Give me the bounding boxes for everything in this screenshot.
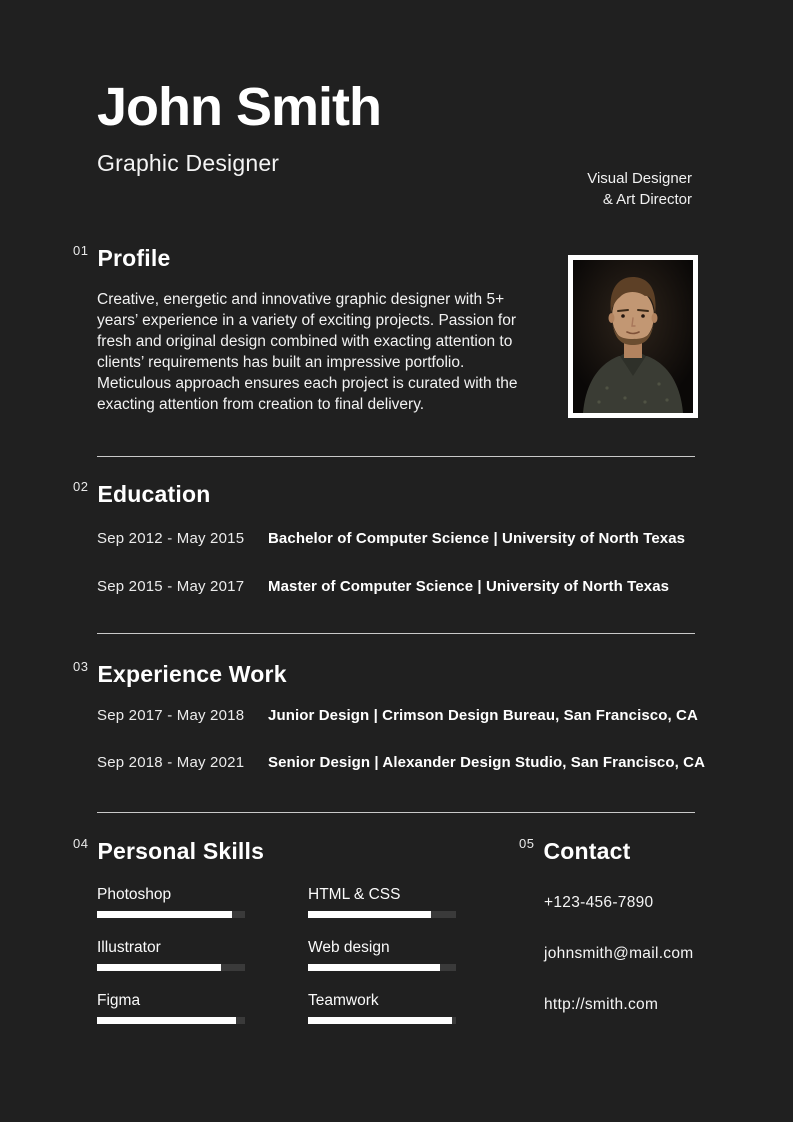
experience-dates: Sep 2018 - May 2021 bbox=[97, 754, 245, 771]
skill-bar-fill bbox=[97, 1017, 236, 1024]
website-url: http://smith.com bbox=[544, 996, 659, 1013]
experience-dates: Sep 2017 - May 2018 bbox=[97, 707, 245, 724]
skills-grid bbox=[97, 886, 456, 1024]
skill-bar-fill bbox=[308, 911, 431, 918]
education-degree: Master of Computer Science | University of North Texas bbox=[268, 578, 670, 595]
section-number: 05 bbox=[519, 836, 535, 851]
experience-row bbox=[97, 707, 698, 724]
experience-position: Senior Design | Alexander Design Studio, San Francisco, CA bbox=[268, 754, 706, 771]
contact-list bbox=[544, 894, 693, 1047]
skill-bar-fill bbox=[308, 964, 440, 971]
skill-item bbox=[308, 992, 456, 1024]
section-title: Education bbox=[97, 481, 211, 507]
section-number: 03 bbox=[73, 659, 89, 674]
section-number: 01 bbox=[73, 243, 89, 258]
contact-section-heading bbox=[519, 838, 630, 864]
education-row bbox=[97, 530, 685, 547]
education-section-heading bbox=[73, 481, 210, 507]
email-address: johnsmith@mail.com bbox=[544, 945, 694, 962]
profile-section-heading bbox=[73, 245, 170, 271]
section-number: 04 bbox=[73, 836, 89, 851]
skill-bar-fill bbox=[308, 1017, 452, 1024]
section-title: Contact bbox=[543, 838, 631, 864]
skill-label: Photoshop bbox=[97, 886, 172, 903]
skill-bar-fill bbox=[97, 911, 232, 918]
education-row bbox=[97, 578, 669, 595]
skill-bar-fill bbox=[97, 964, 221, 971]
role-line-1: Visual Designer bbox=[587, 170, 692, 187]
role-line-2: & Art Director bbox=[602, 191, 692, 208]
skill-label: Web design bbox=[308, 939, 390, 956]
skill-label: Illustrator bbox=[97, 939, 161, 956]
education-degree: Bachelor of Computer Science | University of North Texas bbox=[268, 530, 686, 547]
person-name: John Smith bbox=[97, 77, 381, 137]
portrait-photo-illustration bbox=[573, 260, 693, 413]
experience-row bbox=[97, 754, 705, 771]
education-dates: Sep 2012 - May 2015 bbox=[97, 530, 245, 547]
section-divider bbox=[97, 633, 695, 634]
header-roles bbox=[587, 168, 692, 210]
skill-bar bbox=[97, 964, 245, 971]
section-divider bbox=[97, 456, 695, 457]
section-number: 02 bbox=[73, 479, 89, 494]
experience-position: Junior Design | Crimson Design Bureau, San Francisco, CA bbox=[268, 707, 698, 724]
education-dates: Sep 2015 - May 2017 bbox=[97, 578, 245, 595]
phone-number: +123-456-7890 bbox=[544, 894, 654, 911]
skills-section-heading bbox=[73, 838, 264, 864]
skill-item bbox=[308, 939, 456, 971]
skill-bar bbox=[308, 1017, 456, 1024]
skill-item bbox=[97, 939, 245, 971]
section-title: Experience Work bbox=[97, 661, 287, 687]
skill-item bbox=[308, 886, 456, 918]
skill-bar bbox=[308, 964, 456, 971]
skill-bar bbox=[97, 1017, 245, 1024]
profile-summary-text: Creative, energetic and innovative graphic designer with 5+ years’ experience in a variety of exciting projects. Passion for fresh and original design combined with exacting attention to clients’ requirements has built an impressive portfolio. Meticulous approach ensures each project is curated with the exacting attention from creation to final delivery. bbox=[97, 291, 518, 413]
section-title: Personal Skills bbox=[97, 838, 265, 864]
skill-bar bbox=[308, 911, 456, 918]
section-divider bbox=[97, 812, 695, 813]
section-title: Profile bbox=[97, 245, 171, 271]
person-job-title: Graphic Designer bbox=[97, 150, 280, 176]
skill-label: HTML & CSS bbox=[308, 886, 401, 903]
skill-item bbox=[97, 992, 245, 1024]
skill-bar bbox=[97, 911, 245, 918]
skill-item bbox=[97, 886, 245, 918]
portrait-photo bbox=[568, 255, 698, 418]
skill-label: Teamwork bbox=[308, 992, 379, 1009]
experience-section-heading bbox=[73, 661, 287, 687]
skill-label: Figma bbox=[97, 992, 141, 1009]
